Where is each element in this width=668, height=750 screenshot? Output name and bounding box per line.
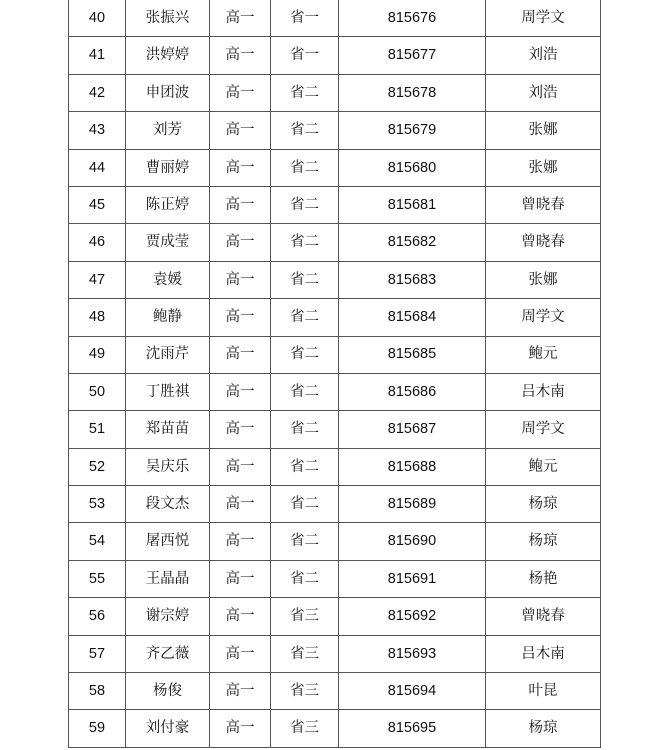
cell-certificate-code: 815692 bbox=[339, 598, 486, 635]
cell-award-level: 省二 bbox=[271, 261, 339, 298]
cell-grade: 高一 bbox=[210, 186, 271, 223]
cell-award-level: 省二 bbox=[271, 186, 339, 223]
cell-certificate-code: 815677 bbox=[339, 37, 486, 74]
cell-grade: 高一 bbox=[210, 673, 271, 710]
cell-certificate-code: 815688 bbox=[339, 448, 486, 485]
table-row bbox=[69, 149, 601, 186]
cell-certificate-code: 815690 bbox=[339, 523, 486, 560]
cell-number: 53 bbox=[69, 486, 126, 523]
cell-award-level: 省三 bbox=[271, 598, 339, 635]
cell-student-name: 鲍静 bbox=[126, 299, 210, 336]
cell-grade: 高一 bbox=[210, 598, 271, 635]
cell-grade: 高一 bbox=[210, 411, 271, 448]
cell-award-level: 省二 bbox=[271, 373, 339, 410]
cell-student-name: 谢宗婷 bbox=[126, 598, 210, 635]
cell-student-name: 郑苗苗 bbox=[126, 411, 210, 448]
cell-grade: 高一 bbox=[210, 37, 271, 74]
cell-number: 46 bbox=[69, 224, 126, 261]
cell-number: 58 bbox=[69, 673, 126, 710]
cell-number: 52 bbox=[69, 448, 126, 485]
cell-certificate-code: 815683 bbox=[339, 261, 486, 298]
cell-teacher: 周学文 bbox=[486, 299, 601, 336]
cell-grade: 高一 bbox=[210, 149, 271, 186]
cell-teacher: 鲍元 bbox=[486, 448, 601, 485]
cell-certificate-code: 815679 bbox=[339, 112, 486, 149]
cell-student-name: 沈雨芹 bbox=[126, 336, 210, 373]
cell-certificate-code: 815682 bbox=[339, 224, 486, 261]
table-row bbox=[69, 37, 601, 74]
cell-award-level: 省二 bbox=[271, 523, 339, 560]
cell-grade: 高一 bbox=[210, 635, 271, 672]
cell-student-name: 王晶晶 bbox=[126, 560, 210, 597]
cell-award-level: 省三 bbox=[271, 635, 339, 672]
cell-teacher: 曾晓春 bbox=[486, 598, 601, 635]
cell-certificate-code: 815676 bbox=[339, 0, 486, 37]
cell-number: 59 bbox=[69, 710, 126, 747]
cell-grade: 高一 bbox=[210, 261, 271, 298]
cell-number: 55 bbox=[69, 560, 126, 597]
cell-number: 48 bbox=[69, 299, 126, 336]
cell-teacher: 张娜 bbox=[486, 112, 601, 149]
cell-award-level: 省一 bbox=[271, 0, 339, 37]
cell-number: 45 bbox=[69, 186, 126, 223]
cell-certificate-code: 815689 bbox=[339, 486, 486, 523]
cell-award-level: 省二 bbox=[271, 74, 339, 111]
cell-grade: 高一 bbox=[210, 486, 271, 523]
cell-teacher: 张娜 bbox=[486, 261, 601, 298]
cell-award-level: 省一 bbox=[271, 37, 339, 74]
cell-grade: 高一 bbox=[210, 224, 271, 261]
cell-student-name: 丁胜祺 bbox=[126, 373, 210, 410]
cell-student-name: 吴庆乐 bbox=[126, 448, 210, 485]
cell-student-name: 刘芳 bbox=[126, 112, 210, 149]
cell-grade: 高一 bbox=[210, 74, 271, 111]
cell-number: 44 bbox=[69, 149, 126, 186]
cell-student-name: 杨俊 bbox=[126, 673, 210, 710]
cell-student-name: 袁媛 bbox=[126, 261, 210, 298]
table-row bbox=[69, 673, 601, 710]
cell-grade: 高一 bbox=[210, 336, 271, 373]
cell-award-level: 省二 bbox=[271, 336, 339, 373]
cell-teacher: 鲍元 bbox=[486, 336, 601, 373]
table-row bbox=[69, 486, 601, 523]
cell-student-name: 曹丽婷 bbox=[126, 149, 210, 186]
table-row bbox=[69, 710, 601, 747]
cell-teacher: 周学文 bbox=[486, 0, 601, 37]
cell-award-level: 省二 bbox=[271, 411, 339, 448]
table-row bbox=[69, 186, 601, 223]
cell-number: 41 bbox=[69, 37, 126, 74]
cell-teacher: 杨琼 bbox=[486, 486, 601, 523]
table-row bbox=[69, 598, 601, 635]
table-row bbox=[69, 112, 601, 149]
table-row bbox=[69, 224, 601, 261]
cell-grade: 高一 bbox=[210, 0, 271, 37]
cell-grade: 高一 bbox=[210, 560, 271, 597]
cell-number: 49 bbox=[69, 336, 126, 373]
cell-certificate-code: 815693 bbox=[339, 635, 486, 672]
cell-student-name: 张振兴 bbox=[126, 0, 210, 37]
cell-teacher: 刘浩 bbox=[486, 74, 601, 111]
table-row bbox=[69, 448, 601, 485]
cell-award-level: 省二 bbox=[271, 299, 339, 336]
cell-student-name: 贾成莹 bbox=[126, 224, 210, 261]
cell-certificate-code: 815695 bbox=[339, 710, 486, 747]
table-row bbox=[69, 261, 601, 298]
cell-number: 50 bbox=[69, 373, 126, 410]
table-row bbox=[69, 0, 601, 37]
cell-teacher: 周学文 bbox=[486, 411, 601, 448]
cell-teacher: 曾晓春 bbox=[486, 186, 601, 223]
table-row bbox=[69, 560, 601, 597]
cell-student-name: 申团波 bbox=[126, 74, 210, 111]
cell-certificate-code: 815684 bbox=[339, 299, 486, 336]
cell-award-level: 省二 bbox=[271, 149, 339, 186]
cell-award-level: 省二 bbox=[271, 448, 339, 485]
roster-body bbox=[69, 0, 601, 747]
cell-teacher: 刘浩 bbox=[486, 37, 601, 74]
cell-teacher: 曾晓春 bbox=[486, 224, 601, 261]
cell-award-level: 省二 bbox=[271, 486, 339, 523]
table-row bbox=[69, 411, 601, 448]
cell-student-name: 齐乙薇 bbox=[126, 635, 210, 672]
cell-teacher: 杨艳 bbox=[486, 560, 601, 597]
cell-award-level: 省二 bbox=[271, 224, 339, 261]
cell-certificate-code: 815678 bbox=[339, 74, 486, 111]
cell-grade: 高一 bbox=[210, 373, 271, 410]
cell-number: 43 bbox=[69, 112, 126, 149]
cell-grade: 高一 bbox=[210, 299, 271, 336]
cell-number: 54 bbox=[69, 523, 126, 560]
award-roster-sheet bbox=[68, 0, 600, 748]
cell-student-name: 刘付豪 bbox=[126, 710, 210, 747]
cell-award-level: 省三 bbox=[271, 673, 339, 710]
cell-grade: 高一 bbox=[210, 523, 271, 560]
cell-certificate-code: 815687 bbox=[339, 411, 486, 448]
cell-number: 40 bbox=[69, 0, 126, 37]
cell-number: 56 bbox=[69, 598, 126, 635]
table-row bbox=[69, 299, 601, 336]
cell-certificate-code: 815681 bbox=[339, 186, 486, 223]
cell-grade: 高一 bbox=[210, 112, 271, 149]
cell-number: 51 bbox=[69, 411, 126, 448]
cell-teacher: 吕木南 bbox=[486, 635, 601, 672]
cell-certificate-code: 815680 bbox=[339, 149, 486, 186]
cell-student-name: 洪婷婷 bbox=[126, 37, 210, 74]
cell-student-name: 陈正婷 bbox=[126, 186, 210, 223]
table-row bbox=[69, 523, 601, 560]
cell-certificate-code: 815686 bbox=[339, 373, 486, 410]
table-row bbox=[69, 373, 601, 410]
table-row bbox=[69, 74, 601, 111]
cell-teacher: 杨琼 bbox=[486, 523, 601, 560]
table-row bbox=[69, 635, 601, 672]
cell-certificate-code: 815694 bbox=[339, 673, 486, 710]
cell-student-name: 段文杰 bbox=[126, 486, 210, 523]
cell-certificate-code: 815685 bbox=[339, 336, 486, 373]
cell-award-level: 省三 bbox=[271, 710, 339, 747]
table-row bbox=[69, 336, 601, 373]
cell-number: 57 bbox=[69, 635, 126, 672]
cell-grade: 高一 bbox=[210, 448, 271, 485]
cell-certificate-code: 815691 bbox=[339, 560, 486, 597]
cell-teacher: 杨琼 bbox=[486, 710, 601, 747]
cell-number: 47 bbox=[69, 261, 126, 298]
cell-number: 42 bbox=[69, 74, 126, 111]
cell-award-level: 省二 bbox=[271, 112, 339, 149]
award-roster-table bbox=[68, 0, 601, 748]
cell-teacher: 吕木南 bbox=[486, 373, 601, 410]
cell-teacher: 叶昆 bbox=[486, 673, 601, 710]
cell-teacher: 张娜 bbox=[486, 149, 601, 186]
cell-award-level: 省二 bbox=[271, 560, 339, 597]
cell-student-name: 屠西悦 bbox=[126, 523, 210, 560]
cell-grade: 高一 bbox=[210, 710, 271, 747]
